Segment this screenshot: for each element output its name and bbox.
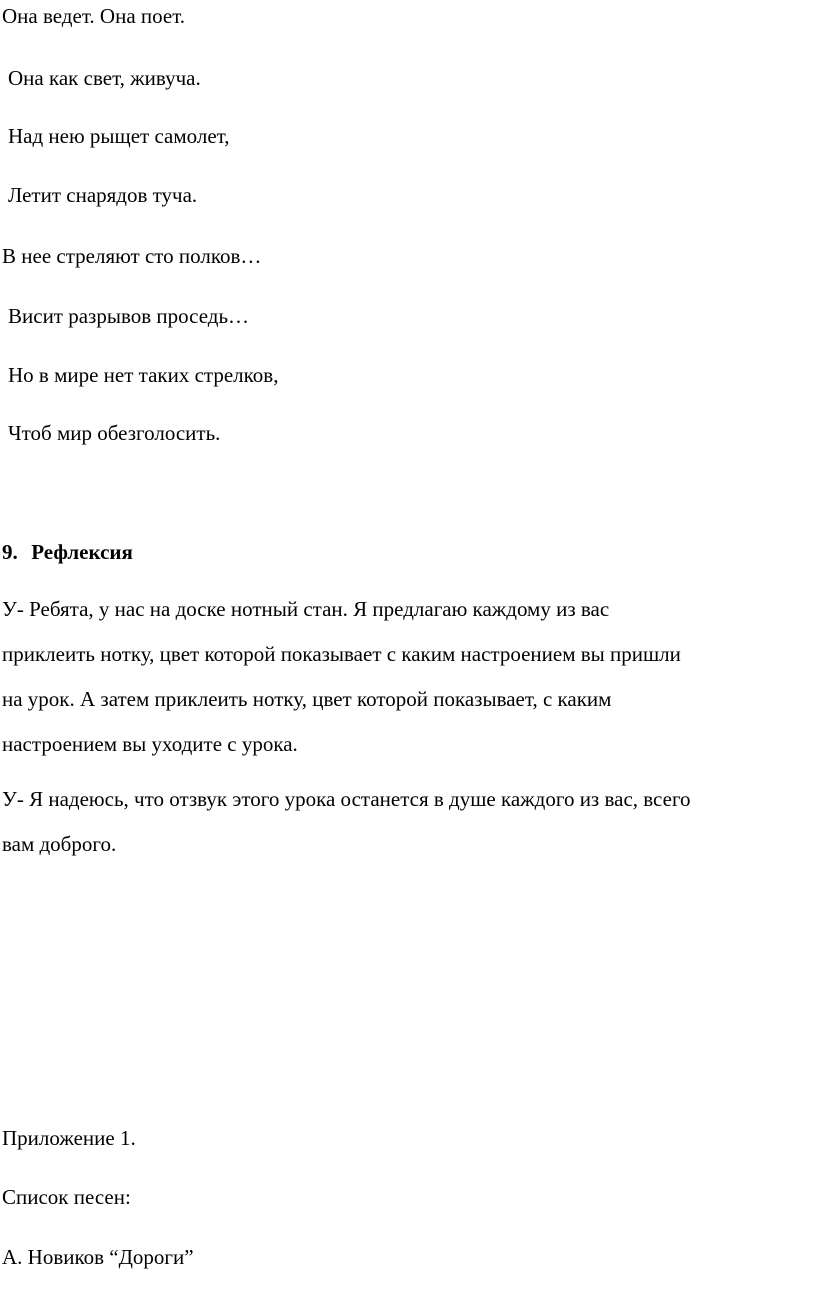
song-list-item: А. Новиков “Дороги” — [2, 1245, 194, 1269]
appendix-title: Приложение 1. — [2, 1126, 136, 1150]
poem-line: Она ведет. Она поет. — [2, 4, 186, 28]
poem-line: Висит разрывов проседь… — [8, 304, 250, 328]
section-number: 9. — [2, 540, 18, 564]
poem-line: Но в мире нет таких стрелков, — [8, 363, 279, 387]
paragraph-line: У- Ребята, у нас на доске нотный стан. Я предлагаю каждому из вас — [2, 597, 610, 621]
paragraph-line: приклеить нотку, цвет которой показывает с каким настроением вы пришли — [2, 642, 681, 666]
closing-paragraph — [2, 777, 814, 867]
poem-line: Над нею рыщет самолет, — [8, 124, 230, 148]
paragraph-line: на урок. А затем приклеить нотку, цвет которой показывает, с каким — [2, 687, 612, 711]
paragraph-line: вам доброго. — [2, 832, 117, 856]
song-list-label: Список песен: — [2, 1185, 131, 1209]
poem-line: Она как свет, живуча. — [8, 66, 201, 90]
poem-line: В нее стреляют сто полков… — [2, 244, 262, 268]
reflection-paragraph — [2, 587, 814, 767]
paragraph-line: У- Я надеюсь, что отзвук этого урока останется в душе каждого из вас, всего — [2, 787, 691, 811]
paragraph-line: настроением вы уходите с урока. — [2, 732, 298, 756]
poem-line: Летит снарядов туча. — [8, 183, 198, 207]
section-title: Рефлексия — [31, 540, 133, 564]
poem-line: Чтоб мир обезголосить. — [8, 421, 221, 445]
section-heading — [2, 540, 133, 564]
